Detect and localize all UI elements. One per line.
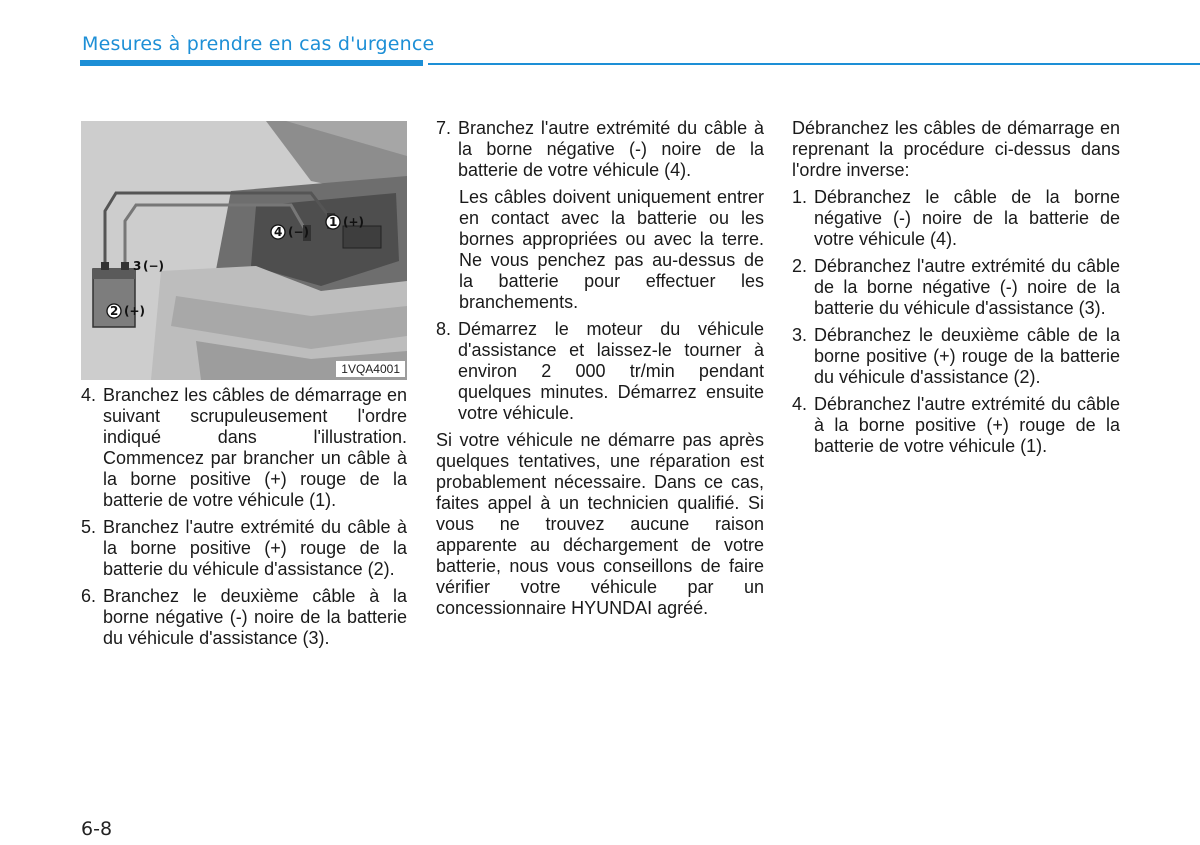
column-3: [792, 118, 1120, 463]
step-5: [81, 517, 407, 580]
troubleshooting-paragraph: Si votre véhicule ne démarre pas après quelques tentatives, une réparation est probablement nécessaire. Dans ce cas, faites appel à un technicien qualifié. Si vous ne trouvez aucune raison apparente au déchargement de votre batterie, nous vous conseillons de faire vérifier votre véhicule par un concessionnaire HYUNDAI agréé.: [436, 430, 764, 618]
step-number: 8.: [436, 319, 452, 339]
step-number: 3.: [792, 325, 808, 345]
section-title: Mesures à prendre en cas d'urgence: [82, 33, 435, 55]
step-text: Débranchez l'autre extrémité du câble de la borne négative (-) noire de la batterie du véhicule d'assistance (3).: [814, 256, 1120, 318]
callout-4-number: 4: [274, 225, 283, 239]
disconnect-step-1: [792, 187, 1120, 250]
callout-3-sign: (−): [143, 259, 165, 273]
step-text: Branchez l'autre extrémité du câble à la borne positive (+) rouge de la batterie du véhicule d'assistance (2).: [103, 517, 407, 579]
disconnect-step-4: [792, 394, 1120, 457]
step-6: [81, 586, 407, 649]
step-text: Débranchez le deuxième câble de la borne positive (+) rouge de la batterie du véhicule d'assistance (2).: [814, 325, 1120, 387]
step-text: Débranchez l'autre extrémité du câble à la borne positive (+) rouge de la batterie de votre véhicule (1).: [814, 394, 1120, 456]
step-number: 5.: [81, 517, 97, 537]
step-7: [436, 118, 764, 181]
step-number: 2.: [792, 256, 808, 276]
jump-start-illustration: [81, 121, 407, 380]
disconnect-intro: Débranchez les câbles de démarrage en reprenant la procédure ci-dessus dans l'ordre inverse:: [792, 118, 1120, 180]
step-text: Branchez l'autre extrémité du câble à la borne négative (-) noire de la batterie de votre véhicule (4).: [458, 118, 764, 180]
callout-1-number: 1: [329, 215, 338, 229]
step-text: Branchez les câbles de démarrage en suivant scrupuleusement l'ordre indiqué dans l'illustration. Commencez par brancher un câble à la borne positive (+) rouge de la batterie de votre véhicule (1).: [103, 385, 407, 510]
header-rule-thick: [80, 60, 423, 66]
callout-3-number: 3: [133, 259, 142, 273]
step-4: [81, 385, 407, 511]
step-text: Débranchez le câble de la borne négative (-) noire de la batterie de votre véhicule (4).: [814, 187, 1120, 249]
figure-code: 1VQA4001: [336, 361, 405, 377]
callout-2-sign: (+): [124, 304, 146, 318]
step-number: 7.: [436, 118, 452, 138]
header-rule-thin: [428, 63, 1200, 65]
step-number: 4.: [81, 385, 97, 405]
column-2: [436, 118, 764, 625]
step-number: 1.: [792, 187, 808, 207]
step-7-note: Les câbles doivent uniquement entrer en contact avec la batterie ou les bornes appropriées ou avec la terre. Ne vous penchez pas au-dessus de la batterie pour effectuer les branchements.: [459, 187, 764, 312]
step-text: Branchez le deuxième câble à la borne négative (-) noire de la batterie du véhicule d'assistance (3).: [103, 586, 407, 648]
step-number: 6.: [81, 586, 97, 606]
step-text: Démarrez le moteur du véhicule d'assistance et laissez-le tourner à environ 2 000 tr/min pendant quelques minutes. Démarrez ensuite votre véhicule.: [458, 319, 764, 423]
disconnect-step-3: [792, 325, 1120, 388]
column-1: [81, 385, 407, 655]
callout-4-sign: (−): [288, 225, 310, 239]
step-8: [436, 319, 764, 424]
disconnect-step-2: [792, 256, 1120, 319]
car-engine-bay-drawing: [81, 121, 407, 380]
callout-1-sign: (+): [343, 215, 365, 229]
callout-2-number: 2: [110, 304, 119, 318]
page-number: 6-8: [81, 818, 113, 840]
step-number: 4.: [792, 394, 808, 414]
